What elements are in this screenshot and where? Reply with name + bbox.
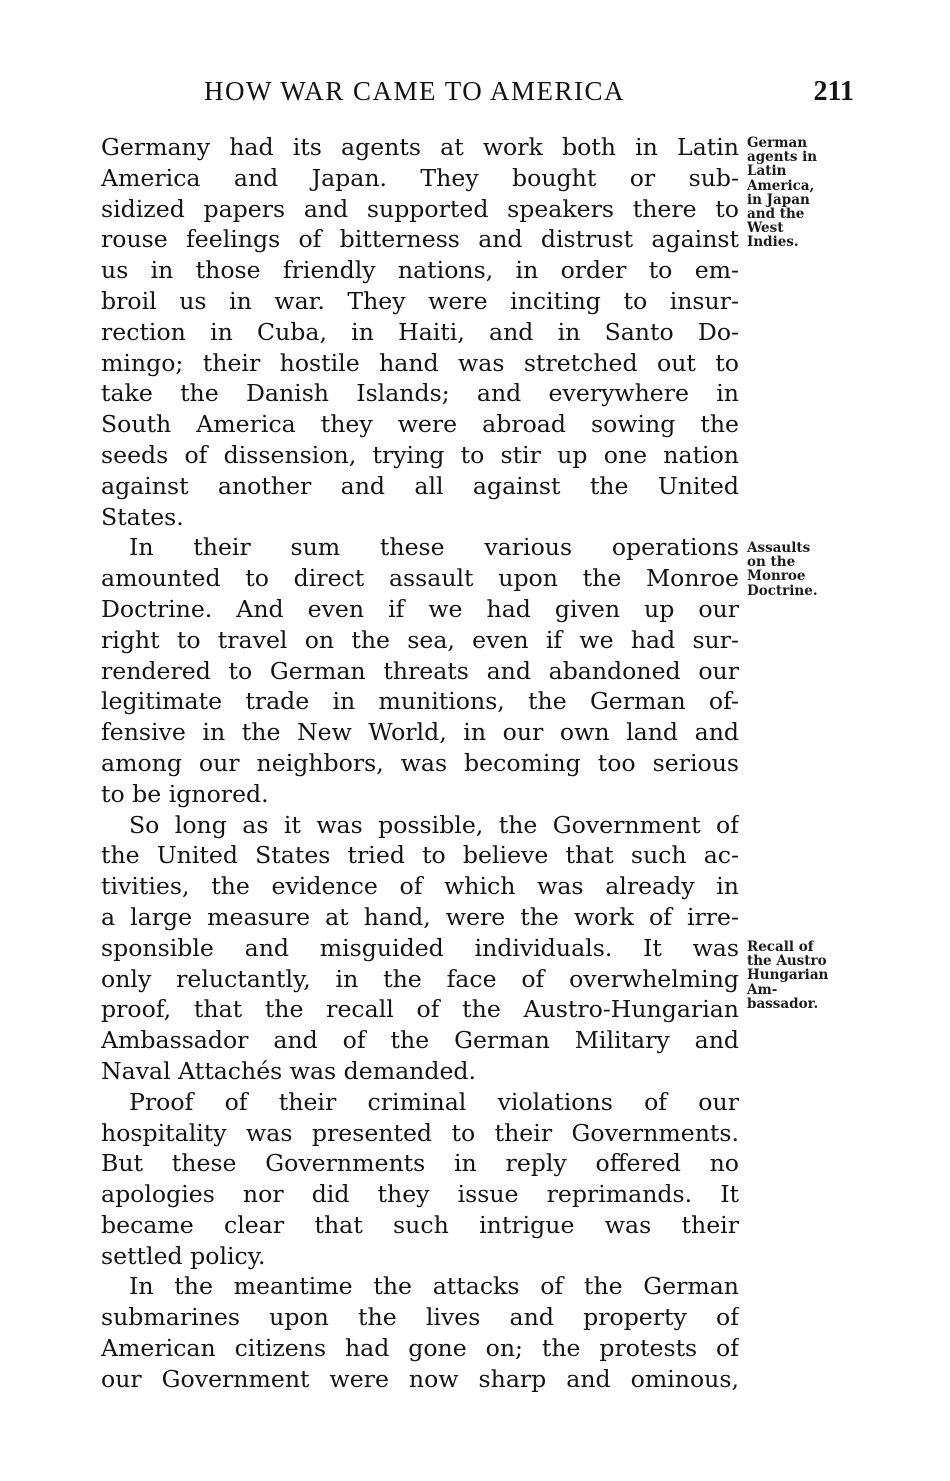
text-line: But these Governments in reply offered no — [101, 1149, 739, 1178]
sidenote-line: Indies. — [747, 234, 799, 251]
text-line: rendered to German threats and abandoned our — [101, 656, 739, 685]
text-line: take the Danish Islands; and everywhere in — [101, 379, 739, 408]
text-line: American citizens had gone on; the protests of — [101, 1334, 739, 1363]
text-line: Naval Attachés was demanded. — [101, 1056, 477, 1085]
text-line: America and Japan. They bought or sub- — [101, 163, 739, 192]
sidenote-recall — [747, 940, 847, 1011]
text-line: apologies nor did they issue reprimands. It — [101, 1180, 739, 1209]
text-line: Proof of their criminal violations of our — [129, 1087, 739, 1116]
text-line: So long as it was possible, the Government of — [129, 810, 739, 839]
text-line: a large measure at hand, were the work of irre- — [101, 902, 739, 931]
text-line: hospitality was presented to their Governments. — [101, 1118, 739, 1147]
text-line: amounted to direct assault upon the Monroe — [101, 564, 739, 593]
text-line: us in those friendly nations, in order to em- — [101, 256, 739, 285]
sidenote-line: Hungarian — [747, 967, 829, 984]
paragraph-german-agents — [101, 132, 739, 532]
sidenote-line: America, — [747, 177, 815, 194]
paragraph-monroe-doctrine — [101, 532, 739, 809]
running-title: HOW WAR CAME TO AMERICA — [204, 76, 626, 106]
paragraph-recall — [101, 810, 739, 1087]
text-line: among our neighbors, was becoming too serious — [101, 748, 739, 777]
text-line: right to travel on the sea, even if we had sur- — [101, 625, 739, 654]
text-line: fensive in the New World, in our own land and — [101, 718, 739, 747]
sidenote-line: bassador. — [747, 995, 819, 1012]
sidenote-line: German — [747, 135, 808, 151]
text-line: legitimate trade in munitions, the German of- — [101, 687, 739, 716]
text-line: rection in Cuba, in Haiti, and in Santo Do- — [101, 317, 739, 346]
sidenote-line: and the — [747, 206, 805, 223]
sidenote-line: Recall of — [747, 939, 814, 955]
text-line: sidized papers and supported speakers there to — [101, 194, 739, 223]
text-line: tivities, the evidence of which was already in — [101, 872, 739, 901]
text-line: settled policy. — [101, 1241, 266, 1270]
sidenote-line: Assaults — [747, 540, 811, 556]
text-line: the United States tried to believe that such ac- — [101, 841, 739, 870]
sidenote-line: West — [747, 220, 784, 237]
text-line: South America they were abroad sowing the — [101, 410, 739, 439]
text-line: seeds of dissension, trying to stir up one nation — [101, 440, 739, 469]
running-head — [204, 76, 854, 110]
text-line: States. — [101, 502, 184, 531]
sidenote-monroe-doctrine — [747, 541, 847, 598]
body-text — [101, 132, 739, 1395]
text-line: sponsible and misguided individuals. It was — [101, 933, 739, 962]
text-line: to be ignored. — [101, 779, 269, 808]
text-line: became clear that such intrigue was their — [101, 1210, 739, 1239]
text-line: Germany had its agents at work both in Latin — [101, 133, 739, 161]
sidenote-line: Am- — [747, 981, 778, 998]
paragraph-proof — [101, 1087, 739, 1272]
text-line: our Government were now sharp and ominous, — [101, 1364, 739, 1393]
sidenote-line: the Austro — [747, 953, 827, 970]
text-line: only reluctantly, in the face of overwhelming — [101, 964, 739, 993]
text-line: broil us in war. They were inciting to insur- — [101, 286, 739, 315]
text-line: In their sum these various operations — [129, 533, 739, 562]
paragraph-submarines — [101, 1271, 739, 1394]
text-line: submarines upon the lives and property of — [101, 1303, 739, 1332]
text-line: mingo; their hostile hand was stretched out to — [101, 348, 739, 377]
sidenote-line: on the — [747, 554, 796, 571]
text-line: rouse feelings of bitterness and distrust against — [101, 225, 739, 254]
sidenote-line: in Japan — [747, 191, 810, 208]
sidenote-line: Latin — [747, 163, 787, 180]
sidenote-line: Doctrine. — [747, 582, 818, 599]
text-line: against another and all against the United — [101, 471, 739, 500]
sidenote-german-agents — [747, 136, 847, 250]
text-line: proof, that the recall of the Austro-Hungarian — [101, 995, 739, 1024]
text-line: Ambassador and of the German Military and — [101, 1026, 739, 1055]
sidenote-line: Monroe — [747, 568, 806, 585]
text-line: In the meantime the attacks of the German — [129, 1272, 739, 1301]
sidenote-line: agents in — [747, 149, 818, 166]
page-number: 211 — [813, 76, 854, 107]
text-line: Doctrine. And even if we had given up our — [101, 594, 739, 623]
